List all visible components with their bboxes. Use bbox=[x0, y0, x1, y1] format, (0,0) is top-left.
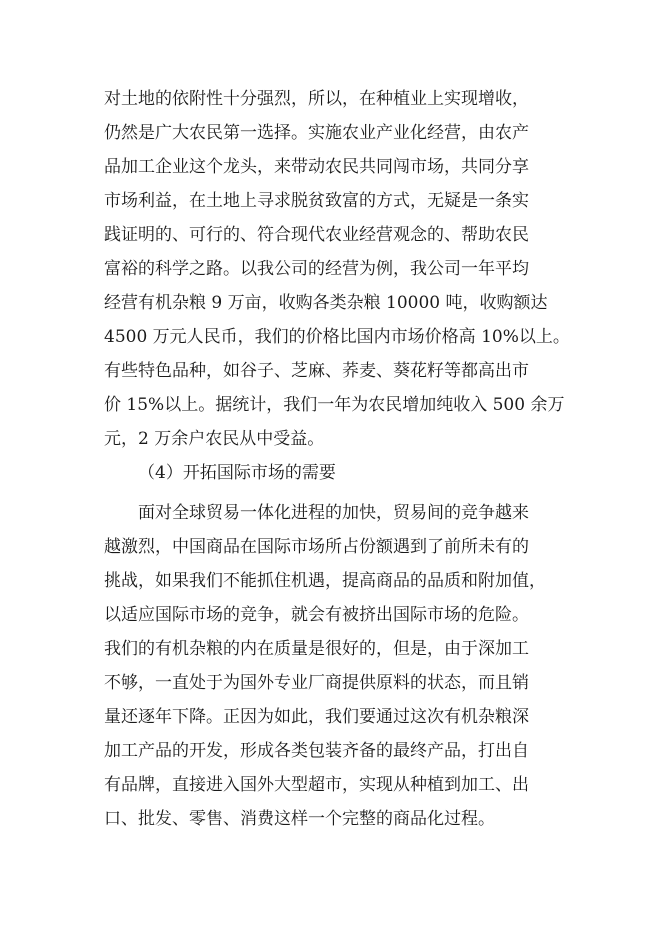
text-line: 我们的有机杂粮的内在质量是很好的，但是，由于深加工 bbox=[104, 639, 529, 659]
text-line: 口、批发、零售、消费这样一个完整的商品化过程。 bbox=[104, 809, 495, 829]
text-line: 挑战，如果我们不能抓住机遇，提高商品的品质和附加值， bbox=[104, 571, 546, 591]
text-line: 有品牌，直接进入国外大型超市，实现从种植到加工、出 bbox=[104, 775, 529, 795]
text-line: 践证明的、可行的、符合现代农业经营观念的、帮助农民 bbox=[104, 225, 529, 245]
text-line: 品加工企业这个龙头，来带动农民共同闯市场，共同分享 bbox=[104, 157, 529, 177]
text-line: 以适应国际市场的竞争，就会有被挤出国际市场的危险。 bbox=[104, 605, 529, 625]
text-line: 市场利益，在土地上寻求脱贫致富的方式，无疑是一条实 bbox=[104, 191, 529, 211]
text-line: 面对全球贸易一体化进程的加快，贸易间的竞争越来 bbox=[138, 503, 529, 523]
text-line: 越激烈，中国商品在国际市场所占份额遇到了前所未有的 bbox=[104, 537, 529, 557]
text-line: 仍然是广大农民第一选择。实施农业产业化经营，由农产 bbox=[104, 123, 529, 143]
text-line: 有些特色品种，如谷子、芝麻、荞麦、葵花籽等都高出市 bbox=[104, 361, 529, 381]
text-line: 加工产品的开发，形成各类包装齐备的最终产品，打出自 bbox=[104, 741, 529, 761]
text-line: 富裕的科学之路。以我公司的经营为例，我公司一年平均 bbox=[104, 259, 529, 279]
text-line: 对土地的依附性十分强烈，所以，在种植业上实现增收， bbox=[104, 89, 529, 109]
text-line: 不够，一直处于为国外专业厂商提供原料的状态，而且销 bbox=[104, 673, 529, 693]
text-line: 经营有机杂粮 9 万亩，收购各类杂粮 10000 吨，收购额达 bbox=[104, 293, 548, 313]
text-line: 量还逐年下降。正因为如此，我们要通过这次有机杂粮深 bbox=[104, 707, 529, 727]
text-line: 4500 万元人民币，我们的价格比国内市场价格高 10%以上。 bbox=[104, 327, 570, 347]
section-heading: （4）开拓国际市场的需要 bbox=[138, 463, 336, 483]
text-line: 价 15%以上。据统计，我们一年为农民增加纯收入 500 余万 bbox=[104, 395, 565, 415]
text-line: 元，2 万余户农民从中受益。 bbox=[104, 429, 325, 449]
